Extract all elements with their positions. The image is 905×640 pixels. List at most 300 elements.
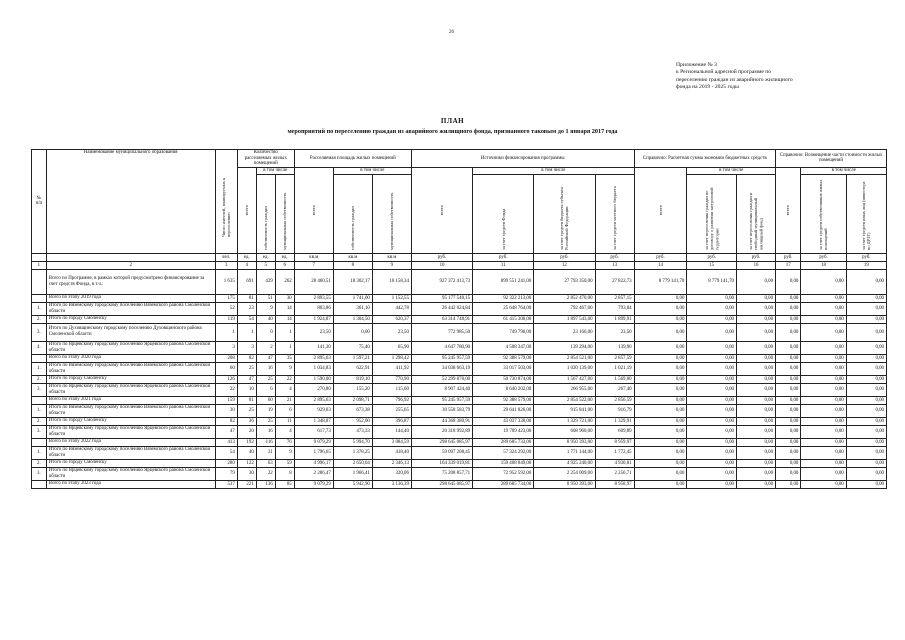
value-cell: 1 298,42 [372,354,411,362]
value-cell: 2 650,04 [333,459,372,467]
table-row [32,315,887,323]
value-cell: 0,00 [687,446,737,459]
header-text: всего [244,205,250,216]
value-cell: 221 [237,480,256,488]
value-cell: 23 [237,302,256,315]
value-cell: 803,86 [294,302,333,315]
value-cell: 1 741,00 [333,294,372,302]
value-cell: 0,00 [776,404,801,417]
row-number [32,354,47,362]
value-cell: 0,00 [846,354,886,362]
table-row [32,417,887,425]
value-cell: 1 [275,323,294,341]
row-name: Итого по Ярцевскому городскому поселению Ярцевского района Смоленской области [46,383,215,396]
value-cell: 10 [237,383,256,396]
row-name: Итого по городу Смоленску [46,417,215,425]
value-cell: 0,00 [776,446,801,459]
value-cell: 0,00 [801,383,846,396]
value-cell: 0,00 [801,459,846,467]
value-cell: 81 [237,396,256,404]
value-cell: 192 [237,438,256,446]
value-cell: 473,33 [333,425,372,438]
row-number [32,480,47,488]
value-cell: 30 558 583,79 [411,404,472,417]
unit-cell: ед. [275,253,294,261]
value-cell: 43 037 330,00 [473,417,534,425]
value-cell: 0,00 [846,404,886,417]
value-cell: 8 779 141,70 [634,269,687,294]
header-incl: в том числе [473,167,635,174]
value-cell: 9 [256,302,275,315]
value-cell: 429 [256,269,275,294]
value-cell: 29 641 826,00 [473,404,534,417]
value-cell: 361,10 [333,302,372,315]
header-text: всего [785,205,791,216]
value-cell: 0,00 [801,438,846,446]
header-text: за счет средств собственников жилых помещений [818,179,829,250]
row-name: Итого по Вяземскому городскому поселению Вяземского района Смоленской области [46,404,215,417]
value-cell: 1 772,45 [595,446,634,459]
header-num: № п/п [32,150,47,254]
row-number [32,396,47,404]
value-cell: 0,00 [846,323,886,341]
value-cell: 267,40 [595,383,634,396]
value-cell: 0,00 [634,425,687,438]
table-body [32,269,887,488]
header-text: за счет переселения граждан по договору о развитии застроенной территории [703,187,720,250]
unit-cell: кв.м [372,253,411,261]
value-cell: 1 899,91 [595,315,634,323]
value-cell: 1 [215,323,237,341]
value-cell: 1 034,83 [294,362,333,375]
value-cell: 0,00 [801,404,846,417]
value-cell: 4 930,81 [595,459,634,467]
value-cell: 0,00 [687,315,737,323]
value-cell: 126 [215,375,237,383]
value-cell: 0,00 [736,396,775,404]
column-index-cell: 14 [634,261,687,269]
column-index-cell: 17 [776,261,801,269]
value-cell: 92 322 213,00 [473,294,534,302]
value-cell: 95 245 957,59 [411,354,472,362]
value-cell: 2 857,59 [595,354,634,362]
column-index-cell: 13 [595,261,634,269]
value-cell: 0,00 [801,354,846,362]
header-econ-a [687,174,737,253]
header-text: всего [311,205,317,216]
value-cell: 0,00 [846,269,886,294]
value-cell: 60 [215,362,237,375]
value-cell: 119 [215,315,237,323]
header-comp-a [801,174,846,253]
header-comp-total [776,167,801,253]
value-cell: 21 [275,396,294,404]
unit-cell: руб. [595,253,634,261]
value-cell: 0,00 [801,375,846,383]
value-cell: 1 [275,341,294,354]
value-cell: 608 960,00 [534,425,595,438]
value-cell: 61 415 306,00 [473,315,534,323]
value-cell: 25 [256,417,275,425]
row-name: Всего по этапу 2023 года [46,480,215,488]
column-index-cell: 9 [372,261,411,269]
value-cell: 298 645 085,97 [411,480,472,488]
value-cell: 5 994,70 [333,438,372,446]
table-header [32,150,887,270]
value-cell: 0,00 [634,480,687,488]
table-row [32,323,887,341]
value-cell: 0,00 [736,417,775,425]
value-cell: 266 955,00 [534,383,595,396]
value-cell: 139,90 [595,341,634,354]
value-cell: 673,38 [333,404,372,417]
header-subject-budget [534,174,595,253]
value-cell: 0,00 [801,446,846,459]
value-cell: 8 779 141,70 [687,269,737,294]
row-number: 3. [32,467,47,480]
value-cell: 159 [215,396,237,404]
row-number: 2. [32,459,47,467]
table-row [32,362,887,375]
column-index-cell: 6 [275,261,294,269]
value-cell: 0,00 [846,302,886,315]
header-src-total [411,167,472,253]
header-text: за счет переселения граждан в свободный муниципальный жилищный фонд [748,192,764,250]
value-cell: 1 966,41 [333,467,372,480]
value-cell: 2 [256,341,275,354]
unit-cell [32,253,47,261]
value-cell: 8 959,97 [595,438,634,446]
header-sources: Источники финансирования программы [411,150,634,168]
value-cell: 0,00 [687,383,737,396]
value-cell: 54 [215,446,237,459]
value-cell: 1 020 139,00 [534,362,595,375]
value-cell: 139 294,00 [534,341,595,354]
table-row [32,467,887,480]
value-cell: 280 [215,459,237,467]
row-number: 1. [32,302,47,315]
unit-cell: руб. [776,253,801,261]
value-cell: 289 685 733,00 [473,438,534,446]
row-number: 2. [32,375,47,383]
row-number: 1. [32,404,47,417]
table-row [32,294,887,302]
column-index-cell: 16 [736,261,775,269]
header-incl: в том числе [687,167,776,174]
value-cell: 59 [275,459,294,467]
value-cell: 9 [275,362,294,375]
value-cell: 144,40 [372,425,411,438]
row-name: Итого по Духовщинскому городскому поселению Духовщинского района Смоленской области [46,323,215,341]
value-cell: 136 [256,480,275,488]
value-cell: 25 [237,362,256,375]
row-name: Всего по этапу 2022 года [46,438,215,446]
value-cell: 0,00 [776,396,801,404]
value-cell: 772 985,50 [411,323,472,341]
table-row [32,269,887,294]
header-people [215,150,237,254]
value-cell: 899 551 241,00 [473,269,534,294]
value-cell: 0,00 [687,438,737,446]
value-cell: 0,00 [736,480,775,488]
value-cell: 95 245 957,59 [411,396,472,404]
table-row [32,396,887,404]
value-cell: 63 314 748,91 [411,315,472,323]
value-cell: 1 897 543,00 [534,315,595,323]
value-cell: 3 136,39 [372,480,411,488]
value-cell: 1 329,91 [595,417,634,425]
value-cell: 0,00 [687,302,737,315]
header-rooms-municipal [275,174,294,253]
value-cell: 81 [237,294,256,302]
value-cell: 0 [256,323,275,341]
value-cell: 0,00 [846,480,886,488]
value-cell: 63 [256,459,275,467]
value-cell: 30 [275,294,294,302]
value-cell: 4 508 347,00 [473,341,534,354]
value-cell: 52 299 870,00 [411,375,472,383]
value-cell: 0,00 [776,383,801,396]
value-cell: 0,00 [687,323,737,341]
value-cell: 115,60 [372,383,411,396]
value-cell: 54 [237,315,256,323]
value-cell: 0,00 [736,354,775,362]
header-local-budget [595,174,634,253]
value-cell: 28 460,51 [294,269,333,294]
unit-cell: ед. [256,253,275,261]
value-cell: 9 079,29 [294,438,333,446]
row-name: Итого по городу Смоленску [46,315,215,323]
value-cell: 1 590,00 [294,375,333,383]
row-name: Всего по этапу 2019 года [46,294,215,302]
value-cell: 1 304,50 [333,315,372,323]
header-comp-b [846,174,886,253]
table-row [32,480,887,488]
value-cell: 0,00 [736,269,775,294]
value-cell: 155,20 [333,383,372,396]
value-cell: 0,00 [634,383,687,396]
header-area-total [294,167,333,253]
value-cell: 9 [275,446,294,459]
table-row [32,375,887,383]
value-cell: 0,00 [634,302,687,315]
value-cell: 0,00 [776,425,801,438]
header-mo: Наименование муниципального образования [46,150,215,254]
row-number [32,438,47,446]
value-cell: 0,00 [634,396,687,404]
row-number [32,269,47,294]
column-index-cell: 1 [32,261,47,269]
value-cell: 2 857,15 [595,294,634,302]
value-cell: 0,00 [846,425,886,438]
value-cell: 4 996,17 [294,459,333,467]
row-number [32,294,47,302]
unit-cell: руб. [687,253,737,261]
value-cell: 1 329 721,00 [534,417,595,425]
unit-cell: руб. [846,253,886,261]
value-cell: 2 893,55 [294,294,333,302]
row-number: 2. [32,417,47,425]
value-cell: 0,00 [736,302,775,315]
value-cell: 320,06 [372,467,411,480]
value-cell: 8 640 202,00 [473,383,534,396]
value-cell: 51 [256,294,275,302]
value-cell: 27 793 350,00 [534,269,595,294]
value-cell: 1 021,19 [595,362,634,375]
value-cell: 0,00 [687,467,737,480]
value-cell: 20 [237,425,256,438]
appendix-line: фонда на 2019 - 2025 годы [676,84,739,91]
row-number: 1. [32,362,47,375]
value-cell: 0,00 [687,396,737,404]
value-cell: 255,65 [372,404,411,417]
value-cell: 0,00 [634,323,687,341]
value-cell: 25 648 764,00 [473,302,534,315]
row-number: 1. [32,446,47,459]
value-cell: 0,00 [634,354,687,362]
value-cell: 2 854 521,00 [534,354,595,362]
value-cell: 8 907 424,40 [411,383,472,396]
value-cell: 52 [215,302,237,315]
row-number: 3. [32,425,47,438]
value-cell: 0,00 [736,459,775,467]
value-cell: 0,00 [846,446,886,459]
units-row [32,253,887,261]
header-text: всего [439,205,445,216]
value-cell: 0,00 [634,341,687,354]
value-cell: 418,40 [372,446,411,459]
value-cell: 0,00 [634,459,687,467]
value-cell: 4 [275,383,294,396]
value-cell: 0,00 [801,294,846,302]
value-cell: 0,00 [634,315,687,323]
value-cell: 0,00 [634,417,687,425]
column-index-cell: 19 [846,261,886,269]
value-cell: 72 952 592,00 [473,467,534,480]
value-cell: 929,03 [294,404,333,417]
value-cell: 31 [256,446,275,459]
value-cell: 0,00 [687,425,737,438]
appendix-line: к Региональной адресной программе по [676,69,772,76]
value-cell: 927 372 413,73 [411,269,472,294]
value-cell: 3 084,59 [372,438,411,446]
value-cell: 0,00 [776,375,801,383]
value-cell: 0,00 [801,323,846,341]
header-text: за счет средств иных лиц (инвестора по ДРЗТ) [861,181,872,250]
value-cell: 0,00 [801,362,846,375]
column-index-cell: 18 [801,261,846,269]
value-cell: 30 [215,404,237,417]
row-name: Итого по Ярцевскому городскому поселению Ярцевского района Смоленской области [46,341,215,354]
value-cell: 0,00 [333,323,372,341]
value-cell: 10 158,34 [372,269,411,294]
value-cell: 916,79 [595,404,634,417]
value-cell: 0,00 [776,302,801,315]
value-cell: 141,30 [294,341,333,354]
value-cell: 0,00 [801,425,846,438]
value-cell: 75 208 857,71 [411,467,472,480]
value-cell: 0,00 [736,438,775,446]
value-cell: 2 098,71 [333,396,372,404]
value-cell: 44 368 380,91 [411,417,472,425]
document-title: ПЛАН [440,117,465,125]
value-cell: 0,00 [776,323,801,341]
header-rooms-own [256,174,275,253]
header-incl: в том числе [256,167,294,174]
value-cell: 2 856,59 [595,396,634,404]
value-cell: 915 841,00 [534,404,595,417]
value-cell: 0,00 [846,467,886,480]
value-cell: 0,00 [687,375,737,383]
value-cell: 0,00 [846,396,886,404]
value-cell: 1 378,25 [333,446,372,459]
value-cell: 952,00 [333,417,372,425]
column-index-cell: 2 [46,261,215,269]
value-cell: 8 950 393,00 [534,438,595,446]
header-text: собственность граждан [263,206,269,250]
value-cell: 0,00 [801,302,846,315]
value-cell: 0,00 [736,383,775,396]
value-cell: 0,00 [687,404,737,417]
header-text: собственность граждан [350,206,356,250]
value-cell: 75,40 [333,341,372,354]
column-index-cell: 10 [411,261,472,269]
value-cell: 270,80 [294,383,333,396]
header-area-municipal [372,174,411,253]
value-cell: 1 635 [215,269,237,294]
unit-cell: чел. [215,253,237,261]
unit-cell: руб. [411,253,472,261]
table-row [32,383,887,396]
column-index-cell: 4 [237,261,256,269]
row-name: Всего по Программе, в рамках которой предусмотрено финансирование за счет средств Фонда, в т.ч.: [46,269,215,294]
value-cell: 34 038 663,19 [411,362,472,375]
value-cell: 11 [275,417,294,425]
value-cell: 0,00 [736,294,775,302]
value-cell: 22 [275,375,294,383]
row-name: Итого по Вяземскому городскому поселению Вяземского района Смоленской области [46,362,215,375]
value-cell: 0,00 [776,362,801,375]
unit-cell: кв.м [333,253,372,261]
value-cell: 23,50 [372,323,411,341]
unit-cell: руб. [473,253,534,261]
appendix-note [676,62,891,92]
value-cell: 9 079,29 [294,480,333,488]
value-cell: 0,00 [776,417,801,425]
value-cell: 23,50 [595,323,634,341]
value-cell: 2 895,63 [294,396,333,404]
value-cell: 0,00 [687,354,737,362]
table-row [32,404,887,417]
value-cell: 0,00 [801,480,846,488]
value-cell: 396,87 [372,417,411,425]
value-cell: 122 [237,459,256,467]
header-text: за счет средств местного бюджета [611,186,617,250]
index-row [32,261,887,269]
value-cell: 0,00 [776,294,801,302]
table-row [32,446,887,459]
value-cell: 5 942,90 [333,480,372,488]
value-cell: 82 [237,354,256,362]
value-cell: 0,00 [687,341,737,354]
value-cell: 0,00 [776,467,801,480]
value-cell: 3 [215,341,237,354]
value-cell: 6 [275,404,294,417]
unit-cell: руб. [736,253,775,261]
column-index-cell: 5 [256,261,275,269]
page-number: 26 [449,30,454,35]
value-cell: 796,92 [372,396,411,404]
